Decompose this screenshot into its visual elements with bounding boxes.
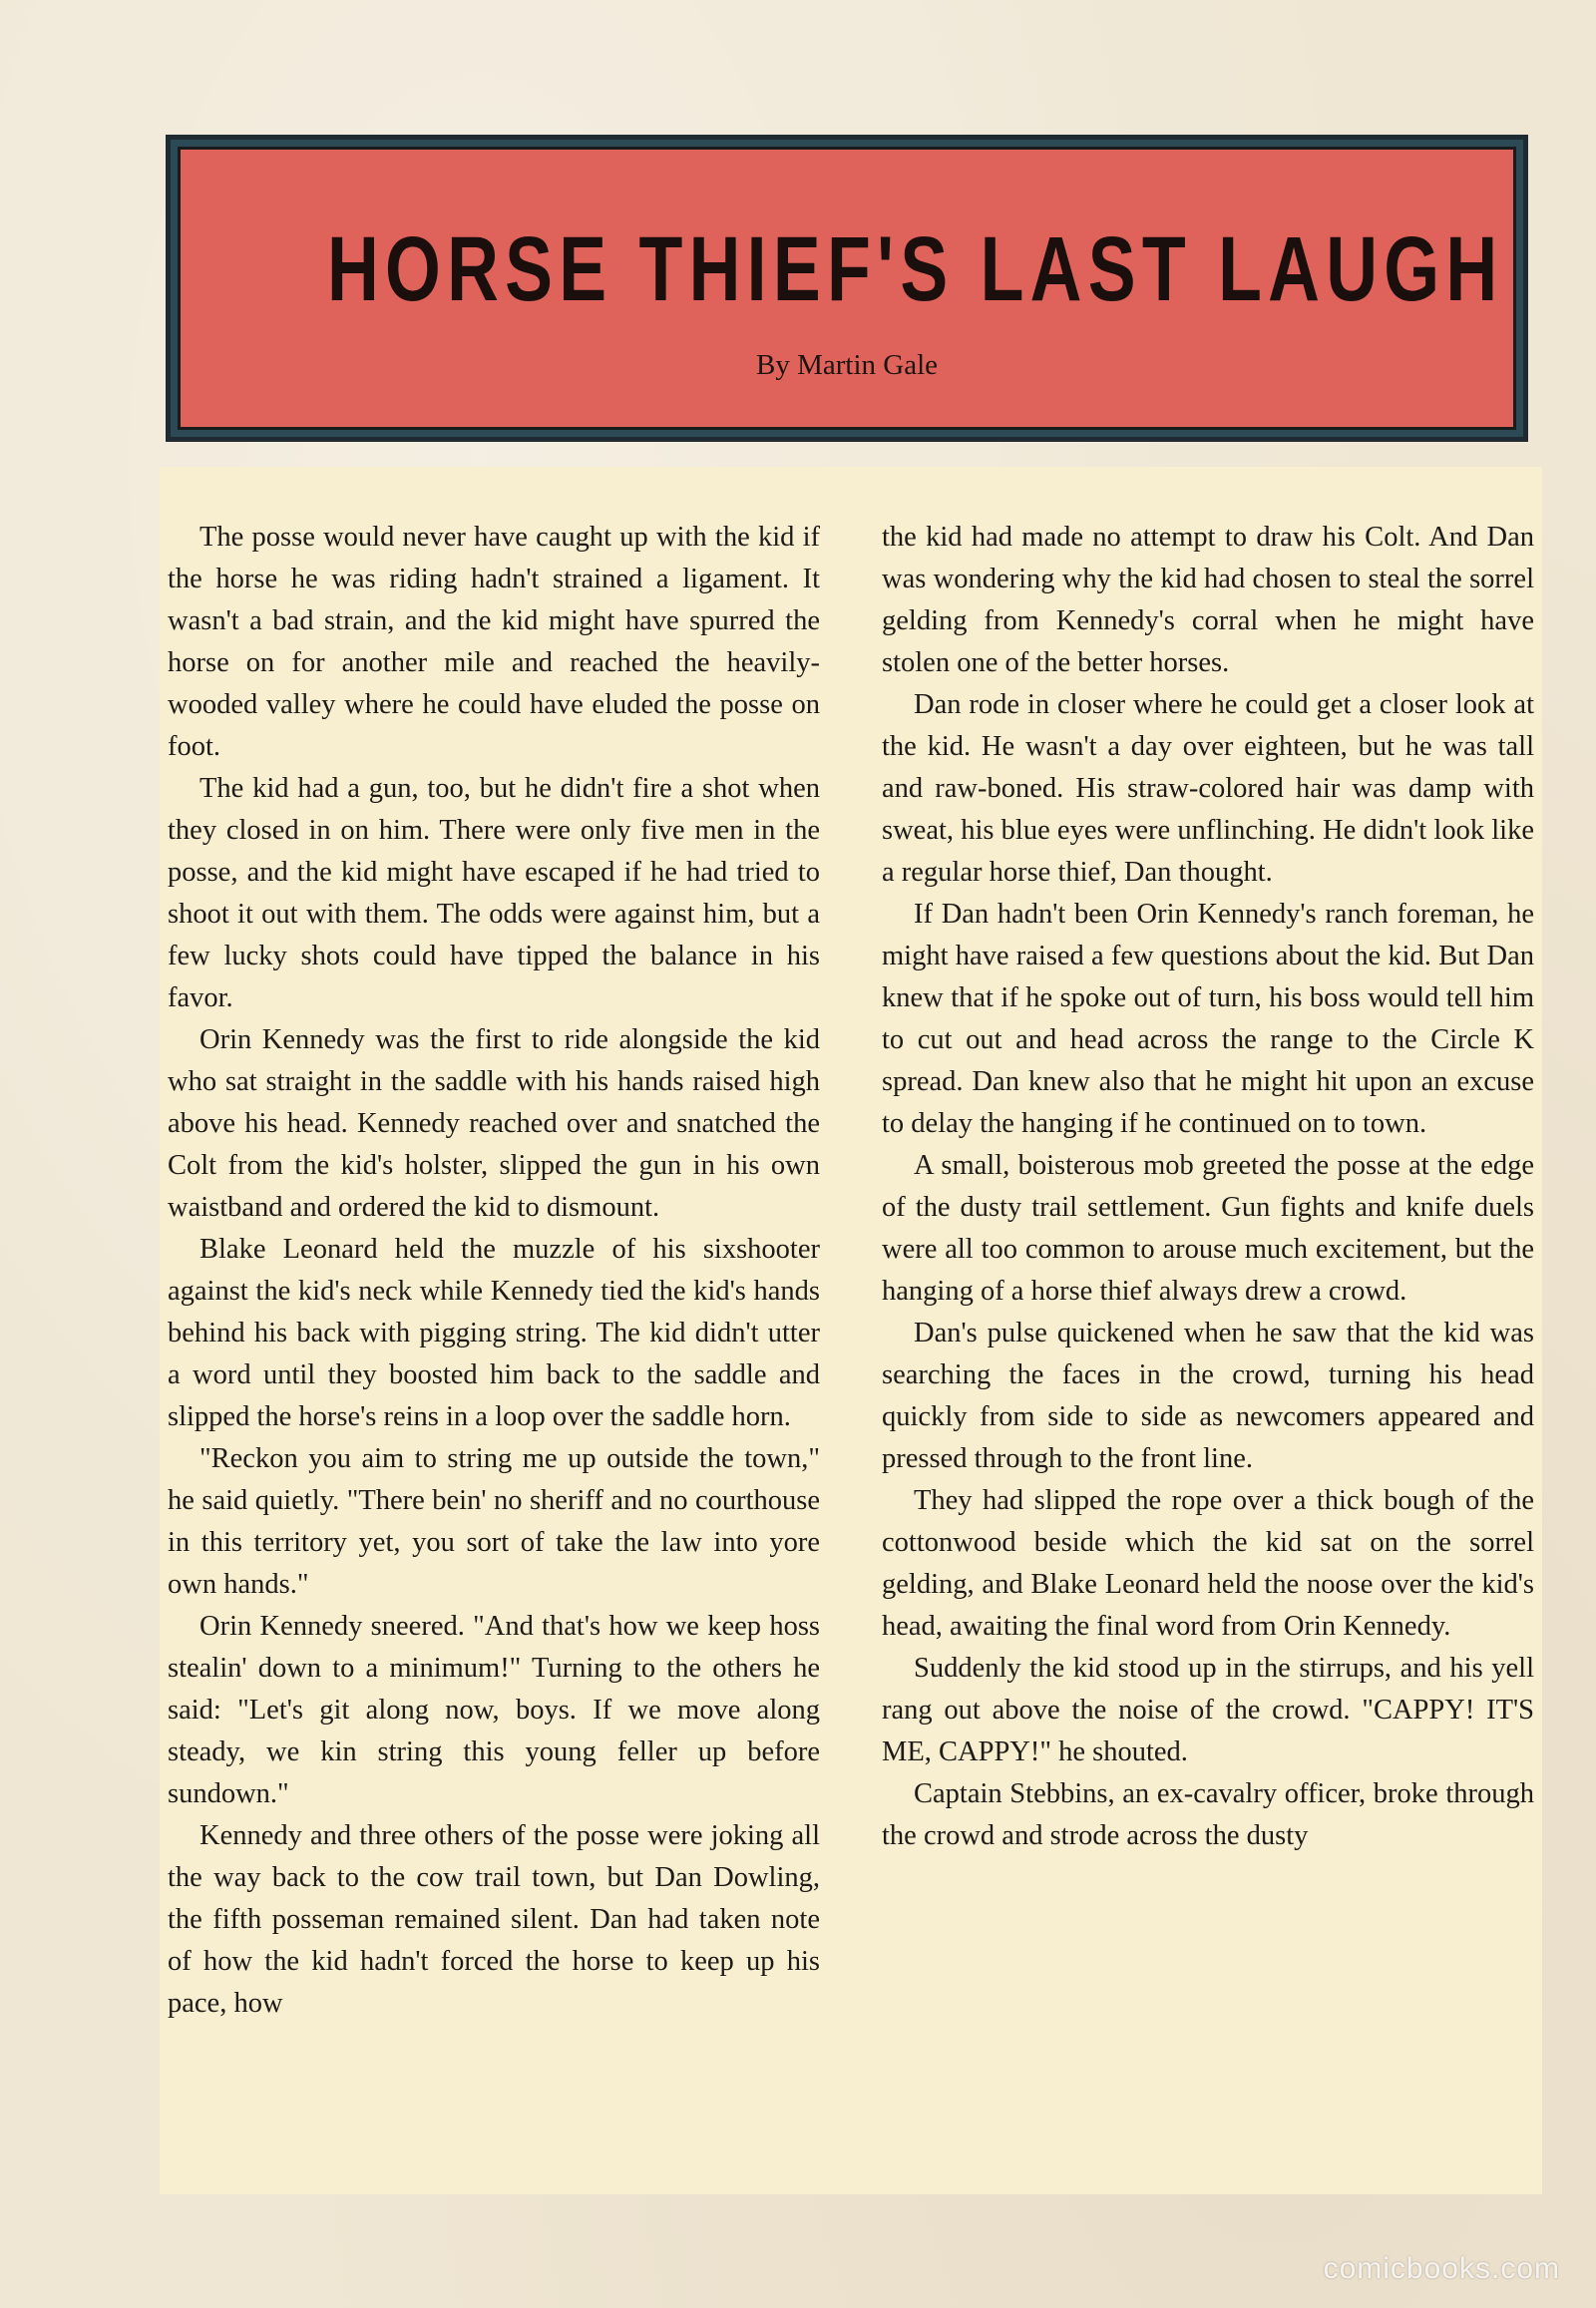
right-column (882, 517, 1534, 1857)
paragraph: Kennedy and three others of the posse were joking all the way back to the cow trail town, but Dan Dowling, the fifth posseman remained silent. Dan had taken note of how the kid hadn't forced the horse to keep up his pace, how (168, 1820, 820, 2019)
paragraph: They had slipped the rope over a thick bough of the cottonwood beside which the kid sat on the sorrel gelding, and Blake Leonard held the noose over the kid's head, awaiting the final word from Orin Kennedy. (882, 1485, 1534, 1642)
paragraph: Suddenly the kid stood up in the stirrups, and his yell rang out above the noise of the crowd. "CAPPY! IT'S ME, CAPPY!" he shouted. (882, 1653, 1534, 1767)
paragraph: If Dan hadn't been Orin Kennedy's ranch foreman, he might have raised a few questions about the kid. But Dan knew that if he spoke out of turn, his boss would tell him to cut out and head across the range to the Circle K spread. Dan knew also that he might hit upon an excuse to delay the hanging if he continued on to town. (882, 899, 1534, 1139)
paragraph: A small, boisterous mob greeted the posse at the edge of the dusty trail settlement. Gun fights and knife duels were all too common to arouse much excitement, but the hanging of a horse thief always drew a crowd. (882, 1150, 1534, 1307)
title-banner-inner (178, 147, 1516, 430)
story-text-area (160, 467, 1542, 2194)
byline: By Martin Gale (755, 349, 938, 381)
story-title: HORSE THIEF'S LAST LAUGH (326, 218, 1504, 320)
paragraph: The kid had a gun, too, but he didn't fire a shot when they closed in on him. There were only five men in the posse, and the kid might have escaped if he had tried to shoot it out with them. The odds were against him, but a few lucky shots could have tipped the balance in his favor. (168, 773, 820, 1013)
paragraph: The posse would never have caught up with the kid if the horse he was riding hadn't strained a ligament. It wasn't a bad strain, and the kid might have spurred the horse on for another mile and reached the heavily-wooded valley where he could have eluded the posse on foot. (168, 522, 820, 762)
paragraph: Blake Leonard held the muzzle of his sixshooter against the kid's neck while Kennedy tied the kid's hands behind his back with pigging string. The kid didn't utter a word until they boosted him back to the saddle and slipped the horse's reins in a loop over the saddle horn. (168, 1234, 820, 1432)
left-column (168, 517, 820, 2025)
paragraph: Dan rode in closer where he could get a closer look at the kid. He wasn't a day over eighteen, but he was tall and raw-boned. His straw-colored hair was damp with sweat, his blue eyes were unflinching. He didn't look like a regular horse thief, Dan thought. (882, 689, 1534, 888)
paragraph: Orin Kennedy was the first to ride alongside the kid who sat straight in the saddle with his hands raised high above his head. Kennedy reached over and snatched the Colt from the kid's holster, slipped the gun in his own waistband and ordered the kid to dismount. (168, 1024, 820, 1223)
paragraph: Captain Stebbins, an ex-cavalry officer, broke through the crowd and strode across the dusty (882, 1778, 1534, 1851)
paragraph: "Reckon you aim to string me up outside the town," he said quietly. "There bein' no sheriff and no courthouse in this territory yet, you sort of take the law into yore own hands." (168, 1443, 820, 1600)
paragraph: Orin Kennedy sneered. "And that's how we keep hoss stealin' down to a minimum!" Turning to the others he said: "Let's git along now, boys. If we move along steady, we kin string this young feller up before sundown." (168, 1611, 820, 1809)
watermark: comicbooks.com (1323, 2252, 1560, 2285)
title-banner (166, 135, 1528, 442)
paragraph: Dan's pulse quickened when he saw that the kid was searching the faces in the crowd, turning his head quickly from side to side as newcomers appeared and pressed through to the front line. (882, 1318, 1534, 1474)
paragraph-continued: the kid had made no attempt to draw his Colt. And Dan was wondering why the kid had chosen to steal the sorrel gelding from Kennedy's corral when he might have stolen one of the better horses. (882, 522, 1534, 678)
